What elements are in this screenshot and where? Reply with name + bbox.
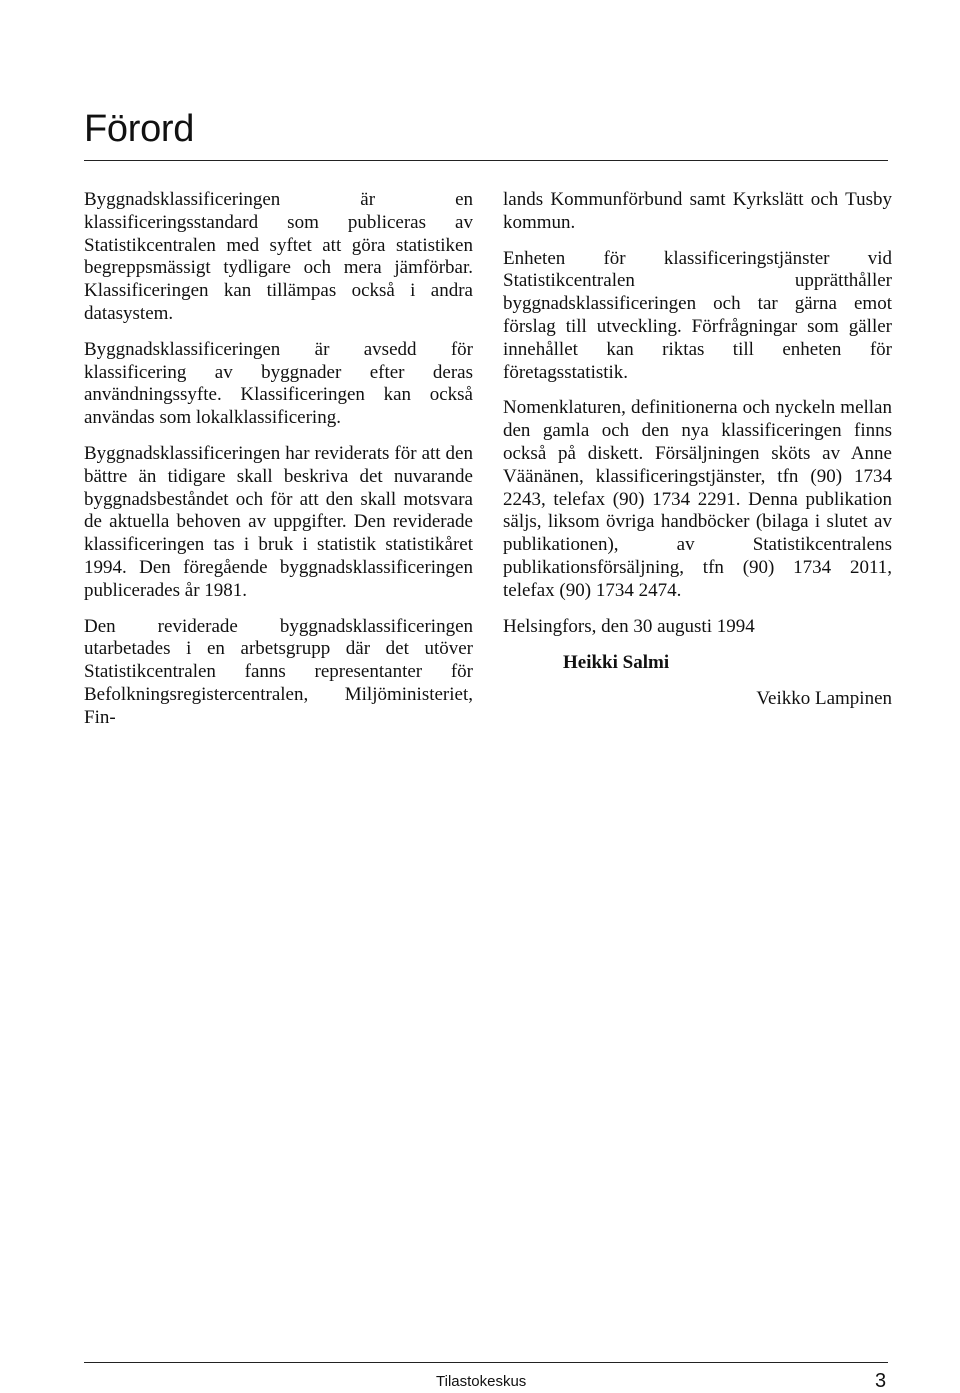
paragraph-sales: Nomenklaturen, definitionerna och nyckeln mellan den gamla och den nya klassificeringen finns också på diskett. Försäljningen sköts av Anne Väänänen, klassificeringstjänster, tfn (90) 1734 2243, telefax (90) 1734 2291. Denna publikation säljs, liksom övriga handböcker (bilaga i slutet av publikationen), av Statistikcentralens publikationsförsäljning, tfn (90) 1734 2011, telefax (90) 1734 2474.	[503, 397, 892, 601]
paragraph-maintenance: Enheten för klassificeringstjänster vid Statistikcentralen upprätthåller byggnadsklassificeringen och tar gärna emot förslag till utveckling. Förfrågningar som gäller innehållet kan riktas till enheten för företagsstatistik.	[503, 247, 892, 383]
paragraph-revision: Byggnadsklassificeringen har reviderats för att den bättre än tidigare skall beskriva det nuvarande byggnadsbeståndet och för att den skall motsvara de aktuella behoven av uppgifter. Den reviderade klassificeringen tas i bruk i statistik statistikåret 1994. Den föregående byggnadsklassificeringen publicerades år 1981.	[84, 442, 473, 601]
paragraph-working-group-cont: lands Kommunförbund samt Kyrkslätt och Tusby kommun.	[503, 189, 892, 233]
left-column	[84, 189, 473, 743]
page-title: Förord	[84, 108, 195, 150]
paragraph-intro: Byggnadsklassificeringen är en klassificeringsstandard som publiceras av Statistikcentralen med syftet att göra statistiken begreppsmässigt tydligare och mera jämförbar. Klassificeringen kan tillämpas också i andra datasystem.	[84, 189, 473, 324]
paragraph-working-group: Den reviderade byggnadsklassificeringen utarbetades i en arbetsgrupp där det utöver Statistikcentralen fanns representanter för Befolkningsregistercentralen, Miljöministeriet, Fin-	[84, 615, 473, 728]
place-date: Helsingfors, den 30 augusti 1994	[503, 615, 755, 637]
signature-veikko-lampinen: Veikko Lampinen	[756, 688, 892, 710]
footer-divider	[84, 1362, 888, 1363]
page-number: 3	[875, 1370, 887, 1392]
title-divider	[84, 160, 888, 161]
right-column	[503, 189, 892, 724]
footer-publisher: Tilastokeskus	[436, 1373, 527, 1390]
paragraph-purpose: Byggnadsklassificeringen är avsedd för klassificering av byggnader efter deras användningssyfte. Klassificeringen kan också användas som lokalklassificering.	[84, 338, 473, 429]
signature-heikki-salmi: Heikki Salmi	[563, 652, 670, 674]
